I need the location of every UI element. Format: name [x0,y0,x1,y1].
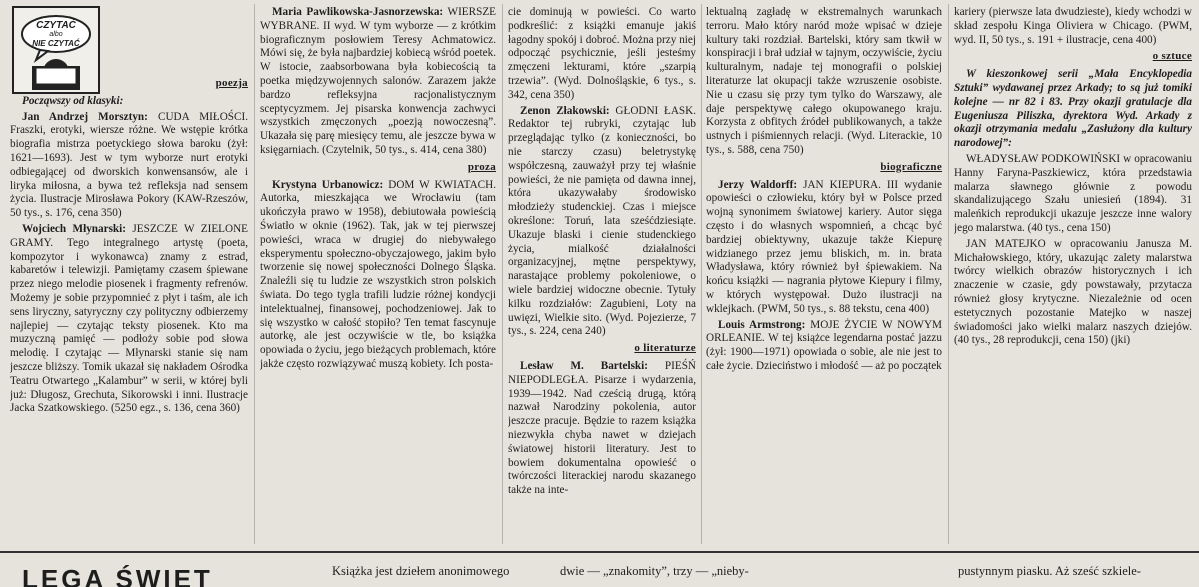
logo-line2: albo [49,31,63,38]
author: Maria Pawlikowska-Jasnorzewska: [272,6,444,18]
column-divider [502,4,503,544]
author: Louis Armstrong: [718,318,806,331]
section-heading-biographies: biograficzne [880,160,942,173]
review-text: JAN KIEPURA. III wydanie opowieści o człowieku, który był w Polsce przed wojną synonimem światowej kariery. Autor sięga często i do własnych wspomnień, a chcąc być bardziej obiektywny, ukazuje także Kiepurę widzianego przez jemu bliskich, m. in. brata Władysława, który również był śpiewakiem. Na końcu książki — nagrania płytowe Kiepury i filmy, w których występował. Dużo ilustracji na wklejkach. (PWM, 50 tys., s. 88 tekstu, cena 400) [706,178,942,315]
next-article-text: Książka jest dziełem anonimowego [332,564,510,578]
review-text: MOJE ŻYCIE W NOWYM ORLEANIE. W tej książce legendarna postać jazzu (żył: 1900—1971) opowiada o sobie, ale nie jest to całe życie. Dzieciństwo i młodość — aż po początek [706,318,942,372]
section-heading-poetry: poezja [215,77,248,89]
column-prose [260,6,496,546]
review-text: PIEŚŃ NIEPODLEGŁA. Pisarze i wydarzenia, 1939—1942. Nad cześcią drugą, którą nazwał Narodziny pokolenia, autor jeszcze pracuje. Będzie to razem książka niezwykła chyba nawet w dziejach światowej historii literatury. Jest to bowiem dokumentalna opowieść o twórczości literackiej narodu skazanego także na inte- [508,359,696,497]
review-text: JESZCZE W ZIELONE GRAMY. Tego integralnego artystę (poeta, kompozytor i wykonawca) znamy z estrad, kabaretów i telewizji. Pamiętamy czasem śpiewane przez niego melodie piosenek i fragmenty refrenów. Możemy je sobie przypomnieć z płyt i taśm, ale ich sens liryczny, satyryczny czy polityczny odbierzemy najlepiej — czytając teksty piosenek. Kto ma muzyczną pamięć — podłoży sobie pod słowa melodię. I czytając — Młynarski stanie się nam jeszcze bliższy. Tomik ukazał się nakładem Ośrodka Teatru Otwartego „Kalambur” w serii, w której byli już: Długosz, Grechuta, Sikorowski i inni. Ilustracje Jacka Szatkowskiego. (5250 egz., s. 136, cena 360) [10,222,248,415]
review-text: JAN MATEJKO w opracowaniu Janusza M. Michałowskiego, który, ukazując zalety malarstwa twórcy wielkich obrazów historycznych i ich znaczenie w czasie, gdy powstawały, przytacza również głosy krytyczne. Niezależnie od ocen estetycznych pozostanie Matejko w naszej świadomości jako wielki malarz naszych dziejów. (40 tys., 28 reprodukcji, cena 150) (jki) [954,237,1192,347]
review-item [954,6,1192,47]
author: Jerzy Waldorff: [718,178,798,191]
logo-line3: NIE CZYTAĆ [32,39,80,48]
review-text: WŁADYSŁAW PODKOWIŃSKI w opracowaniu Hanny Faryna-Paszkiewicz, która przedstawia malarza sławnego głównie z powodu skandalizującego Szału uniesień (1894). 31 maleńkich reprodukcji ukazuje jeszcze inne walory jego malarstwa. (40 tys., cena 150) [954,152,1192,234]
column-biographies [706,6,942,546]
logo-line1: CZYTAĆ [36,20,76,31]
section-heading-art: o sztuce [1152,50,1192,63]
column-divider [254,4,255,544]
review-text: DOM W KWIATACH. Autorka, mieszkająca we Wrocławiu (tam ukończyła prawo w 1958), debiutowała powieścią Światło w oknie (1962). Tak, jak w tej pierwszej powieści, wraca w drugiej do niebywałego eksperymentu społeczno-obyczajowego, jakim było tworzenie się nowej społeczności Dolnego Śląska. Znaleźli się tu ludzie ze wszystkich stron polskich świata. Do tego tygla trafili ludzie różnej kondycji intelektualnej, finansowej, pochodzeniowej. Jak to się wszystko w całość stopiło? Ten temat fascynuje autorkę, ale jest oczywiście w tle, bo książka opowiada o życiu, jego bieżących problemach, które jakże często rozwiązywać muszą kobiety. Ich posta- [260,178,496,370]
lead-text: Począwszy od klasyki: [22,94,124,107]
next-article-text: dwie — „znakomity”, trzy — „nieby- [560,564,749,578]
next-article-headline: LEGA ŚWIET [22,564,213,587]
column-art [954,6,1192,546]
review-item [706,6,942,158]
review-item [706,179,942,317]
section-heading-prose: proza [467,160,496,173]
review-item [10,223,248,416]
author: Jan Andrzej Morsztyn: [22,110,148,123]
author: Lesław M. Bartelski: [520,359,648,372]
review-item [508,360,696,498]
review-item [260,179,496,372]
review-item [954,153,1192,236]
review-item [260,6,496,158]
review-item [508,6,696,103]
author: Zenon Złakowski: [520,104,610,117]
review-text: CUDA MIŁOŚCI. Fraszki, erotyki, wiersze różne. We wstępie krótka biografia mistrza poetyckiego słowa baroku (żył: 1621—1693). Jest w tym wyborze nurt erotyki odbiegającej od dworskich konwensansów, ale i liryka miłosna, a bywa też refleksja nad sensem życia. Ilustracje Mirosława Pokory (KAW-Rzeszów, 50 tys., s. 176, cena 350) [10,110,248,220]
review-text: WIERSZE WYBRANE. II wyd. W tym wyborze — z krótkim biograficznym posłowiem Teresy Achmatowicz. Mówi się, że była najbardziej kobiecą wśród poetek. W istocie, zaabsorbowana była kobiecością ta poetka międzywojennych salonów. Zarazem jakże bardzo refleksyjna racjonalistycznym sceptycyzmem. Jej pisarska konwencja zachwyci wszystkich zmęczonych „poezją nowoczesną”. Ukazała się parę miesięcy temu, ale jeszcze bywa w księgarniach. (Czytelnik, 50 tys., s. 414, cena 380) [260,6,496,156]
review-item [706,319,942,374]
section-heading-literature: o literaturze [634,342,696,355]
author: Wojciech Młynarski: [22,222,126,235]
horizontal-rule [0,551,1199,553]
review-text: kariery (pierwsze lata dwudzieste), kiedy wchodzi w skład zespołu Kinga Oliviera w Chicago. (PWM, wyd. II, 50 tys., s. 191 + ilustracje, cena 400) [954,6,1192,46]
author: Krystyna Urbanowicz: [272,178,384,191]
column-poetry [10,74,248,546]
review-text: lektualną zagładę w ekstremalnych warunkach terroru. Mało który naród może wpisać w dzieje kultury taki rozdział. Bartelski, który sam tkwił w konspiracji i brał udział w tajnym, oczywiście, życiu kulturalnym, nadaje tej monografii o polskiej literaturze lat okupacji także wzruszenie osobiste. Nie u czasu się przy tym tylko do Warszawy, ale daje perspektywę całego okupowanego kraju. Korzysta z obfitych źródeł publikowanych, a także ustnych i piśmiennych relacji. (Wyd. Literackie, 10 tys., s. 588, cena 750) [706,6,942,156]
next-article-strip [0,560,1199,587]
review-item [508,105,696,340]
lead-text: W kieszonkowej serii „Mała Encyklopedia Sztuki” wydawanej przez Arkady; to są już tomiki kolejne — nr 82 i 83. Przy okazji gratulacje dla Eugeniusza Piliszka, dyrektora Wyd. Arkady z okazji otrzymania medalu „Zasłużony dla kultury narodowej”: [954,68,1192,150]
column-literature [508,6,696,546]
column-divider [948,4,949,544]
review-item [954,238,1192,348]
next-article-text: pustynnym piasku. Aż sześć szkiele- [958,564,1141,578]
review-item [10,111,248,221]
review-text: cie dominują w powieści. Co warto podkreślić: z książki emanuje jakiś łagodny spokój i dobroć. Można przy niej odpocząć psychicznie, jeśli jesteśmy zmęczeni lekturami, które „szarpią trzewia”. (Wyd. Dolnośląskie, 6 tys., s. 342, cena 350) [508,6,696,101]
column-divider [701,4,702,544]
review-text: GŁODNI ŁASK. Redaktor tej rubryki, czytając lub przeglądając tylko (z konieczności, bo nie starczy czasu) beletrystykę współczesną, zauważył przy tej właśnie powieści, że nie pamięta od dawna innej, która ukazywałaby środowisko młodzieży studenckiej. Czas i miejsce określone: Toruń, lata sześćdziesiąte. Ukazuje blaski i cienie studenckiego życia, mialkość działalności organizacyjnej, mętne perspektywy, narastające problemy pokoleniowe, o wiele bardziej widoczne obecnie. Tytuły kilku rozdziałów: Zagubieni, Loty na uwięzi, Wielkie sito. (Wyd. Pojezierze, 7 tys., s. 224, cena 240) [508,104,696,338]
